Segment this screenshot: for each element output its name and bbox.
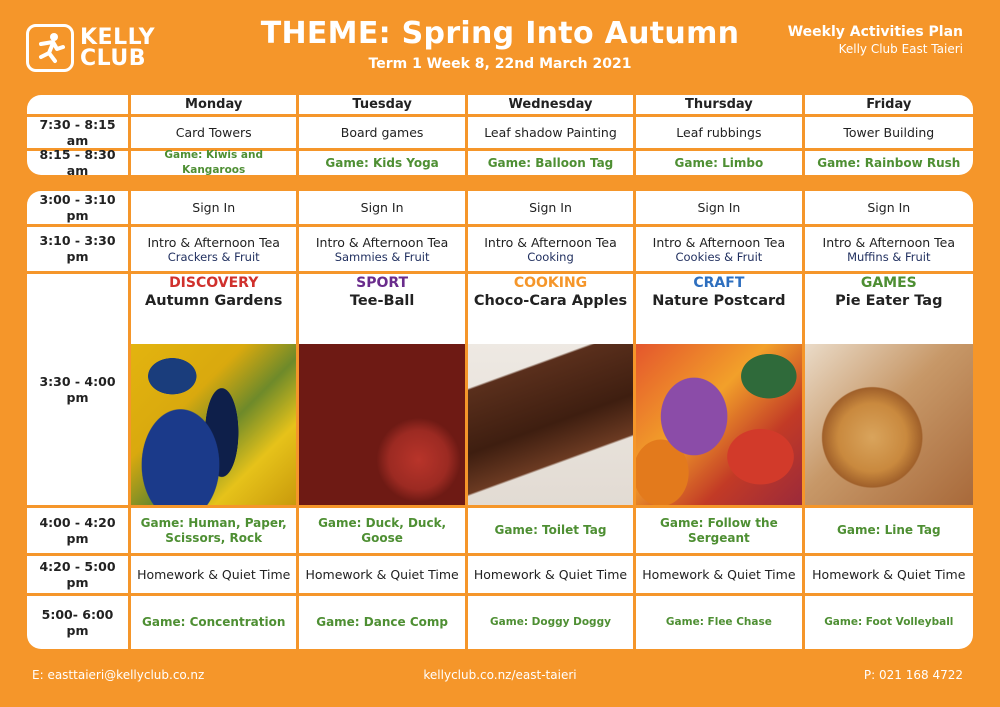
sign-in-cell: Sign In [636,191,804,227]
tea-menu: Cookies & Fruit [675,249,763,264]
activity-category: DISCOVERY [169,275,259,291]
page-subtitle: Term 1 Week 8, 22nd March 2021 [368,56,632,72]
tea-menu: Muffins & Fruit [847,249,931,264]
time-slot: 3:00 - 3:10 pm [27,191,131,227]
sign-in-cell: Sign In [299,191,467,227]
game-cell: Game: Toilet Tag [468,508,636,556]
activity-category: SPORT [356,275,409,291]
tea-cell [468,227,636,274]
game-cell: Game: Limbo [636,151,804,175]
website-link[interactable]: kellyclub.co.nz/east-taieri [423,668,577,682]
sign-in-cell: Sign In [805,191,973,227]
chocolate-image [468,344,633,505]
time-slot: 4:00 - 4:20 pm [27,508,131,556]
activity-card-discovery [131,274,299,508]
day-header: Friday [805,95,973,117]
header [0,0,1000,92]
activity-category: COOKING [513,275,588,291]
tea-menu: Cooking [527,249,574,264]
game-cell: Game: Balloon Tag [468,151,636,175]
activity-cell: Card Towers [131,117,299,151]
tea-menu: Crackers & Fruit [167,249,260,264]
club-name: Kelly Club East Taieri [838,42,963,56]
activity-name: Autumn Gardens [145,293,283,309]
game-cell: Game: Kids Yoga [299,151,467,175]
logo-wordmark: KELLY CLUB [80,25,156,71]
sign-in-cell: Sign In [131,191,299,227]
game-cell: Game: Doggy Doggy [468,596,636,649]
tea-menu: Sammies & Fruit [334,249,430,264]
activity-card-craft [636,274,804,508]
time-slot: 3:30 - 4:00 pm [27,274,131,508]
activity-card-cooking [468,274,636,508]
morning-schedule-panel [27,95,973,175]
time-slot: 8:15 - 8:30 am [27,151,131,175]
tea-label: Intro & Afternoon Tea [315,234,449,250]
activity-category: GAMES [860,275,917,291]
plan-info [788,24,963,56]
tea-label: Intro & Afternoon Tea [652,234,786,250]
game-cell: Game: Flee Chase [636,596,804,649]
tea-cell [805,227,973,274]
corner-cell [27,95,131,117]
tea-cell [299,227,467,274]
afternoon-schedule-panel [27,191,973,649]
sign-in-cell: Sign In [468,191,636,227]
contact-email[interactable]: E: easttaieri@kellyclub.co.nz [32,668,205,682]
time-slot: 3:10 - 3:30 pm [27,227,131,274]
activity-name: Pie Eater Tag [835,293,943,309]
fluid-art-image [131,344,296,505]
time-slot: 4:20 - 5:00 pm [27,556,131,596]
plan-title: Weekly Activities Plan [787,24,963,40]
activity-name: Nature Postcard [652,293,786,309]
game-cell: Game: Follow the Sergeant [636,508,804,556]
game-cell: Game: Kiwis and Kangaroos [131,151,299,175]
activity-card-sport [299,274,467,508]
homework-cell: Homework & Quiet Time [468,556,636,596]
contact-phone: P: 021 168 4722 [863,668,963,682]
page-title: THEME: Spring Into Autumn [260,16,740,51]
tea-cell [636,227,804,274]
activity-cell: Leaf rubbings [636,117,804,151]
activity-cell: Board games [299,117,467,151]
activity-cell: Tower Building [805,117,973,151]
day-header: Thursday [636,95,804,117]
day-header: Tuesday [299,95,467,117]
tea-cell [131,227,299,274]
activity-name: Tee-Ball [349,293,415,309]
time-slot: 7:30 - 8:15 am [27,117,131,151]
time-slot: 5:00- 6:00 pm [27,596,131,649]
game-cell: Game: Foot Volleyball [824,616,954,628]
autumn-leaves-image [636,344,801,505]
day-header: Monday [131,95,299,117]
tea-label: Intro & Afternoon Tea [822,234,956,250]
activity-name: Choco-Cara Apples [473,293,628,309]
day-header: Wednesday [468,95,636,117]
morning-grid [27,95,973,175]
game-cell: Game: Duck, Duck, Goose [299,508,467,556]
afternoon-grid [27,191,973,649]
cricket-ball-image [299,344,464,505]
activity-card-games [805,274,973,508]
footer [0,668,1000,688]
game-cell: Game: Line Tag [805,508,973,556]
homework-cell: Homework & Quiet Time [805,556,973,596]
homework-cell: Homework & Quiet Time [131,556,299,596]
tea-label: Intro & Afternoon Tea [147,234,280,250]
game-cell: Game: Rainbow Rush [817,155,961,170]
game-cell: Game: Dance Comp [299,596,467,649]
activity-cell: Leaf shadow Painting [468,117,636,151]
activity-category: CRAFT [693,275,745,291]
game-cell: Game: Human, Paper, Scissors, Rock [131,508,299,556]
tea-label: Intro & Afternoon Tea [484,234,617,250]
homework-cell: Homework & Quiet Time [636,556,804,596]
homework-cell: Homework & Quiet Time [299,556,467,596]
game-cell: Game: Concentration [131,596,299,649]
pie-image [805,344,973,505]
